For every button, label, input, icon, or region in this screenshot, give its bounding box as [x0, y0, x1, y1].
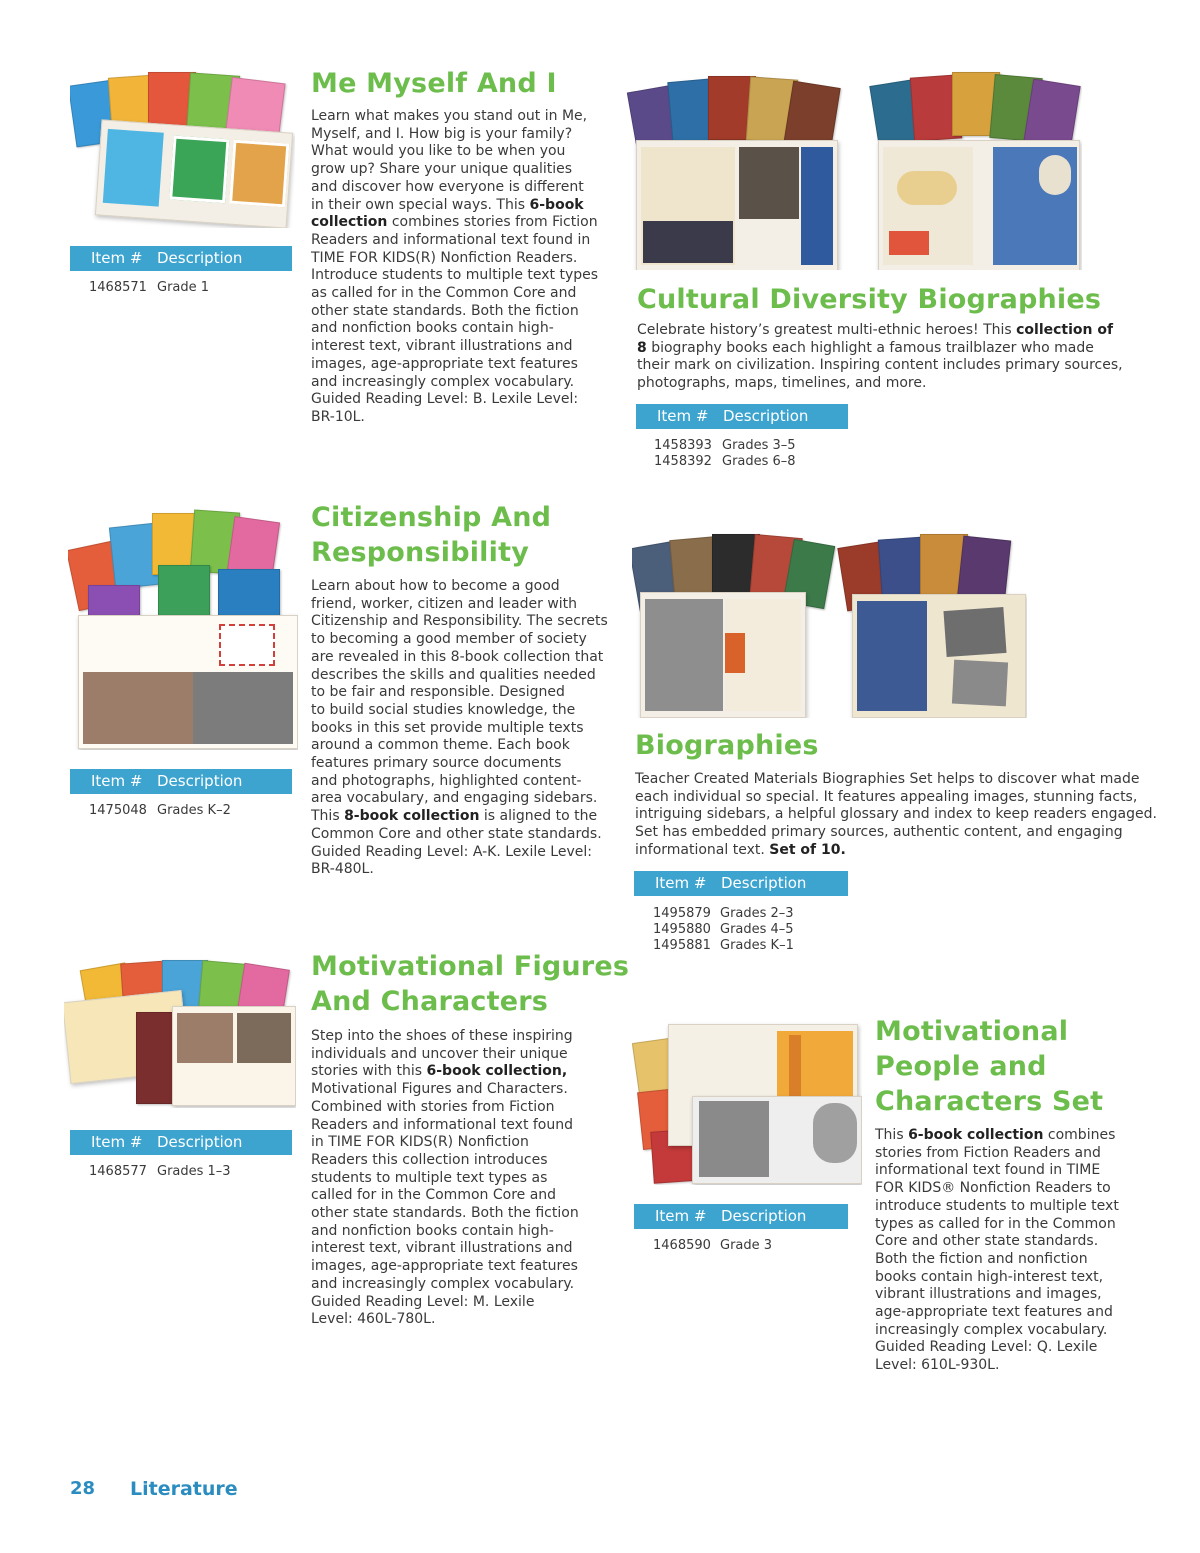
description-line: Motivational Figures and Characters. — [311, 1081, 568, 1098]
table-row — [634, 938, 848, 954]
description-line: other state standards. Both the fiction — [311, 302, 579, 319]
description-heading: Description — [723, 407, 809, 425]
description-line: Common Core and other state standards. — [311, 825, 602, 842]
description-line: Guided Reading Level: B. Lexile Level: — [311, 391, 579, 408]
description-line: Myself, and I. How big is your family? — [311, 125, 573, 142]
title-line: Motivational — [875, 1016, 1069, 1047]
description-line: are revealed in this 8-book collection that — [311, 648, 604, 665]
item-number: 1475048 — [89, 803, 147, 818]
item-description: Grades 1–3 — [157, 1164, 231, 1179]
description-line: TIME FOR KIDS(R) Nonfiction Readers. — [311, 249, 578, 266]
item-number-heading: Item # — [657, 407, 709, 425]
description-line: Level: 610L-930L. — [875, 1357, 1000, 1374]
product-title — [311, 500, 551, 570]
table-row — [70, 280, 292, 296]
description-line: as called for in the Common Core and — [311, 285, 577, 302]
description-heading: Description — [157, 249, 243, 267]
title-line: And Characters — [311, 986, 549, 1017]
description-line: Step into the shoes of these inspiring — [311, 1028, 573, 1044]
item-number: 1458393 — [654, 438, 712, 453]
table-row — [636, 454, 848, 470]
description-line: and nonfiction books contain high- — [311, 1222, 554, 1239]
title-line: Responsibility — [311, 537, 529, 568]
description-line: images, age-appropriate text features — [311, 355, 578, 372]
item-number-heading: Item # — [655, 874, 707, 892]
description-line: Readers this collection introduces — [311, 1151, 548, 1168]
item-number-heading: Item # — [91, 772, 143, 790]
product-description — [635, 771, 1175, 860]
table-row — [70, 1164, 292, 1180]
item-number-heading: Item # — [91, 1133, 143, 1151]
item-number: 1458392 — [654, 454, 712, 469]
description-line: to be fair and responsible. Designed — [311, 684, 565, 701]
description-line: Level: 460L-780L. — [311, 1311, 436, 1328]
table-row — [70, 803, 292, 819]
item-description: Grades 6–8 — [722, 454, 796, 469]
description-line: photographs, maps, timelines, and more. — [637, 375, 927, 392]
title-line: Motivational Figures — [311, 951, 630, 982]
description-heading: Description — [721, 1207, 807, 1225]
description-line: features primary source documents — [311, 755, 562, 772]
description-line: stories with this 6-book collection, — [311, 1063, 568, 1080]
description-line: Set has embedded primary sources, authentic content, and engaging — [635, 824, 1123, 841]
item-description: Grades 4–5 — [720, 922, 794, 937]
item-description: Grades 3–5 — [722, 438, 796, 453]
item-description: Grades K–1 — [720, 938, 794, 953]
description-line: Celebrate history’s greatest multi-ethnic heroes! This collection of — [637, 322, 1114, 338]
description-line: Both the fiction and nonfiction — [875, 1250, 1088, 1267]
description-line: area vocabulary, and engaging sidebars. — [311, 790, 598, 807]
description-line: BR-480L. — [311, 861, 374, 878]
item-table-header — [636, 404, 848, 429]
description-line: types as called for in the Common — [875, 1215, 1116, 1232]
description-line: Core and other state standards. — [875, 1233, 1099, 1250]
description-line: FOR KIDS® Nonfiction Readers to — [875, 1180, 1111, 1197]
product-title — [875, 1014, 1103, 1119]
product-title — [311, 949, 629, 1019]
description-line: Readers and informational text found — [311, 1116, 574, 1133]
item-table-header — [70, 1130, 292, 1155]
description-line: and photographs, highlighted content- — [311, 772, 582, 789]
product-photo-citizenship — [68, 505, 298, 750]
description-line: What would you like to be when you — [311, 143, 566, 160]
description-heading: Description — [157, 772, 243, 790]
description-line: and increasingly complex vocabulary. — [311, 1275, 575, 1292]
item-number: 1495879 — [653, 906, 711, 921]
description-line: in their own special ways. This 6-book — [311, 196, 584, 213]
product-description — [637, 322, 1157, 393]
description-line: their mark on civilization. Inspiring content includes primary sources, — [637, 357, 1123, 374]
description-line: in TIME FOR KIDS(R) Nonfiction — [311, 1134, 529, 1151]
description-line: Teacher Created Materials Biographies Set helps to discover what made — [635, 771, 1140, 787]
description-line: individuals and uncover their unique — [311, 1045, 568, 1062]
description-line: informational text found in TIME — [875, 1162, 1101, 1179]
item-number: 1495880 — [653, 922, 711, 937]
title-line: Biographies — [635, 730, 819, 761]
description-line: Learn about how to become a good — [311, 578, 560, 594]
description-line: each individual so special. It features appealing images, stunning facts, — [635, 788, 1138, 805]
item-table-header — [70, 769, 292, 794]
description-line: interest text, vibrant illustrations and — [311, 1240, 573, 1257]
section-title: Literature — [130, 1478, 238, 1500]
item-description: Grade 3 — [720, 1238, 773, 1253]
product-title — [311, 66, 557, 101]
description-line: This 8-book collection is aligned to the — [311, 808, 598, 825]
description-line: introduce students to multiple text — [875, 1197, 1119, 1214]
description-line: Guided Reading Level: A-K. Lexile Level: — [311, 843, 592, 860]
item-table-header — [70, 246, 292, 271]
item-description: Grades K–2 — [157, 803, 231, 818]
description-line: intriguing sidebars, a helpful glossary and index to keep readers engaged. — [635, 806, 1157, 823]
item-table-header — [634, 1204, 848, 1229]
product-description — [311, 108, 611, 427]
item-description: Grades 2–3 — [720, 906, 794, 921]
description-line: and nonfiction books contain high- — [311, 320, 554, 337]
title-line: Cultural Diversity Biographies — [637, 284, 1102, 315]
product-photo-motivational-figures — [64, 956, 296, 1108]
description-line: collection combines stories from Fiction — [311, 214, 598, 231]
title-line: Characters Set — [875, 1086, 1104, 1117]
description-line: and discover how everyone is different — [311, 178, 584, 195]
description-line: Readers and informational text found in — [311, 231, 591, 248]
description-line: Guided Reading Level: Q. Lexile — [875, 1339, 1098, 1356]
item-table-header — [634, 871, 848, 896]
description-line: interest text, vibrant illustrations and — [311, 338, 573, 355]
description-line: age-appropriate text features and — [875, 1304, 1113, 1321]
description-line: books in this set provide multiple texts — [311, 719, 584, 736]
product-photo-biographies — [632, 532, 1027, 718]
description-line: stories from Fiction Readers and — [875, 1144, 1101, 1161]
description-line: grow up? Share your unique qualities — [311, 161, 573, 178]
item-number-heading: Item # — [91, 249, 143, 267]
description-line: to becoming a good member of society — [311, 631, 587, 648]
description-line: Learn what makes you stand out in Me, — [311, 108, 588, 124]
description-line: informational text. Set of 10. — [635, 841, 846, 858]
description-line: Citizenship and Responsibility. The secrets — [311, 613, 608, 630]
page-number: 28 — [70, 1478, 96, 1499]
item-description: Grade 1 — [157, 280, 210, 295]
description-line: to build social studies knowledge, the — [311, 701, 576, 718]
description-line: and increasingly complex vocabulary. — [311, 373, 575, 390]
description-line: around a common theme. Each book — [311, 737, 570, 754]
description-line: BR-10L. — [311, 408, 365, 425]
description-heading: Description — [721, 874, 807, 892]
description-line: This 6-book collection combines — [875, 1127, 1116, 1143]
product-title — [635, 728, 819, 763]
table-row — [634, 922, 848, 938]
description-line: other state standards. Both the fiction — [311, 1205, 579, 1222]
table-row — [636, 438, 848, 454]
item-number: 1468571 — [89, 280, 147, 295]
item-number: 1495881 — [653, 938, 711, 953]
description-line: students to multiple text types as — [311, 1169, 548, 1186]
description-line: increasingly complex vocabulary. — [875, 1321, 1108, 1338]
description-line: images, age-appropriate text features — [311, 1258, 578, 1275]
description-line: Introduce students to multiple text types — [311, 267, 599, 284]
product-description — [311, 1028, 611, 1329]
description-line: friend, worker, citizen and leader with — [311, 595, 578, 612]
item-number: 1468590 — [653, 1238, 711, 1253]
description-line: describes the skills and qualities needed — [311, 666, 596, 683]
title-line: People and — [875, 1051, 1047, 1082]
product-description — [311, 578, 611, 879]
title-line: Me Myself And I — [311, 68, 557, 99]
product-title — [637, 282, 1101, 317]
product-description — [875, 1127, 1155, 1375]
description-heading: Description — [157, 1133, 243, 1151]
description-line: Guided Reading Level: M. Lexile — [311, 1293, 535, 1310]
title-line: Citizenship And — [311, 502, 552, 533]
item-number-heading: Item # — [655, 1207, 707, 1225]
description-line: Combined with stories from Fiction — [311, 1098, 555, 1115]
item-number: 1468577 — [89, 1164, 147, 1179]
description-line: called for in the Common Core and — [311, 1187, 557, 1204]
description-line: vibrant illustrations and images, — [875, 1286, 1102, 1303]
product-photo-me-myself-and-i — [70, 68, 295, 228]
description-line: 8 biography books each highlight a famous trailblazer who made — [637, 339, 1094, 356]
table-row — [634, 1238, 848, 1254]
table-row — [634, 906, 848, 922]
description-line: books contain high-interest text, — [875, 1268, 1104, 1285]
product-photo-cultural-diversity — [622, 70, 1082, 270]
product-photo-motivational-people — [632, 1020, 862, 1185]
